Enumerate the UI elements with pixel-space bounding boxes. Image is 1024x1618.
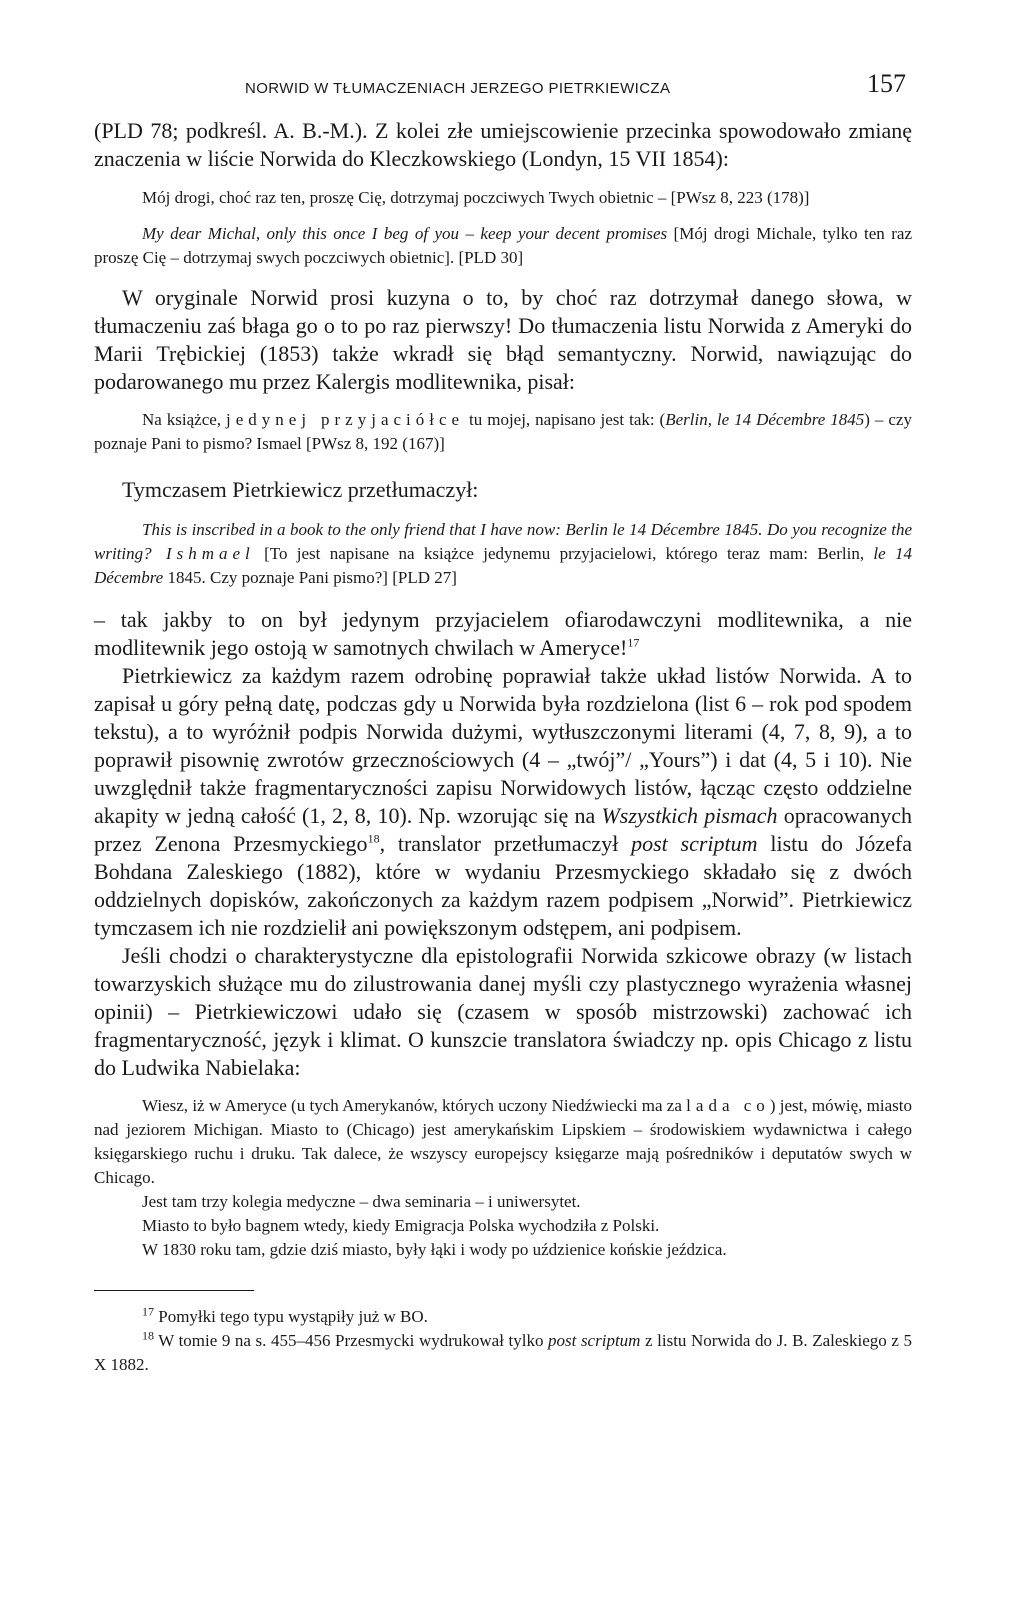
paragraph xyxy=(94,606,912,662)
paragraph-text: (PLD 78; podkreśl. A. B.-M.). Z kolei złe umiejscowienie przecinka spowodowało zmianę znaczenia w liście Norwida do Kleczkowskiego (Londyn, 15 VII 1854): xyxy=(94,118,912,171)
running-head-title: NORWID W TŁUMACZENIACH JERZEGO PIETRKIEWICZA xyxy=(245,80,671,97)
quote-text: tu mojej, napisano jest tak: ( xyxy=(464,410,666,429)
block-quote xyxy=(94,186,912,210)
spaced-emphasis: Ishmael xyxy=(151,544,255,563)
paragraph-text: – tak jakby to on był jedynym przyjacielem ofiarodawczyni modlitewnika, a nie modlitewnik jego ostoją w samotnych chwilach w Ameryce! xyxy=(94,607,912,660)
block-quote-line xyxy=(94,1238,912,1262)
paragraph xyxy=(94,476,912,504)
paragraph xyxy=(94,942,912,1082)
page xyxy=(94,66,912,1377)
footnote-ref: 17 xyxy=(627,635,640,650)
page-number: 157 xyxy=(867,69,906,98)
paragraph-text: Tymczasem Pietrkiewicz przetłumaczył: xyxy=(122,477,479,502)
quote-text: Na książce, xyxy=(142,410,227,429)
paragraph-text: W oryginale Norwid prosi kuzyna o to, by choć raz dotrzymał danego słowa, w tłumaczeniu zaś błaga go o to po raz pierwszy! Do tłumaczenia listu Norwida z Ameryki do Marii Trębickiej (1853) także wkradł się błąd semantyczny. Norwid, nawiązując do podarowanego mu przez Kalergis modlitewnika, pisał: xyxy=(94,285,912,394)
footnote-text: z listu Norwida do J. B. Zaleskiego z 5 X 1882. xyxy=(94,1331,912,1374)
paragraph-text: listu do Józefa Bohdana Zaleskiego (1882), które w wydaniu Przesmyckiego składało się z dwóch oddzielnych dopisków, zakończonych za każdym razem podpisem „Norwid”. Pietrkiewicz tymczasem ich nie rozdzielił ani powiększonym odstępem, ani podpisem. xyxy=(94,831,912,940)
quote-text: Jest tam trzy kolegia medyczne – dwa seminaria – i uniwersytet. xyxy=(142,1192,581,1211)
quote-italic: le 14 Décembre xyxy=(94,544,912,587)
running-head xyxy=(94,66,912,106)
footnote xyxy=(94,1329,912,1377)
paragraph-text: Pietrkiewicz za każdym razem odrobinę poprawiał także układ listów Norwida. A to zapisał u góry pełną datę, podczas gdy u Norwida była rozdzielona (list 6 – rok pod spodem tekstu), a to wyróżnił podpis Norwida dużymi, wytłuszczonymi literami (4, 7, 8, 9), a to poprawił pisownię zwrotów grzecznościowych (4 – „twój”/ „Yours”) i dat (4, 5 i 10). Nie uwzględnił także fragmentaryczności zapisu Norwidowych listów, łącząc często oddzielne akapity w jedną całość (1, 2, 8, 10). Np. wzorując się na xyxy=(94,663,912,828)
footnote-italic: post scriptum xyxy=(548,1331,641,1350)
spaced-emphasis: jedynej przyjaciółce xyxy=(226,410,465,429)
footnote-text: Pomyłki tego typu wystąpiły już w BO. xyxy=(158,1307,428,1326)
quote-italic: Berlin, le 14 Décembre 1845 xyxy=(665,410,865,429)
footnote-number: 18 xyxy=(142,1328,154,1343)
paragraph xyxy=(94,662,912,942)
footnote-divider xyxy=(94,1290,254,1291)
paragraph xyxy=(94,117,912,173)
paragraph-text: , translator przetłumaczył xyxy=(379,831,632,856)
quote-text: Mój drogi, choć raz ten, proszę Cię, dotrzymaj poczciwych Twych obietnic – [PWsz 8, 223 (178)] xyxy=(142,188,810,207)
footnote-number: 17 xyxy=(142,1304,154,1319)
quote-english-text: This is inscribed in a book to the only friend that I have now: Berlin le 14 Décembre 1845. Do you recognize the writing? xyxy=(94,520,912,563)
quote-translation: [To jest napisane na książce jedynemu przyjacielowi, którego teraz mam: Berlin, xyxy=(254,544,874,563)
block-quote xyxy=(94,408,912,456)
block-quote xyxy=(94,518,912,590)
block-quote-line xyxy=(94,1190,912,1214)
quote-text: Wiesz, iż w Ameryce (u tych Amerykanów, których uczony Niedźwiecki ma za xyxy=(142,1096,687,1115)
paragraph xyxy=(94,284,912,396)
quote-text: ) – czy poznaje Pani to pismo? Ismael [PWsz 8, 192 (167)] xyxy=(94,410,912,453)
quote-translation: 1845. Czy poznaje Pani pismo?] [PLD 27] xyxy=(163,568,457,587)
quote-english-text: My dear Michal, only this once I beg of you – keep your decent promises xyxy=(142,224,668,243)
spaced-emphasis: lada co xyxy=(686,1096,770,1115)
paragraph-text: Jeśli chodzi o charakterystyczne dla epistolografii Norwida szkicowe obrazy (w listach towarzyskich służące mu do zilustrowania danej myśli czy plastycznego wyrażenia własnej opinii) – Pietrkiewiczowi udało się (czasem w sposób mistrzowski) zachować ich fragmentaryczność, język i klimat. O kunszcie translatora świadczy np. opis Chicago z listu do Ludwika Nabielaka: xyxy=(94,943,912,1080)
footnote-text: W tomie 9 na s. 455–456 Przesmycki wydrukował tylko xyxy=(158,1331,549,1350)
footnote-ref: 18 xyxy=(367,831,380,846)
footnote xyxy=(94,1305,912,1329)
quote-text: W 1830 roku tam, gdzie dziś miasto, były łąki i wody po uździenice końskie jeździca. xyxy=(142,1240,727,1259)
quote-text: ) jest, mówię, miasto nad jeziorem Michigan. Miasto to (Chicago) jest amerykańskim Lipskiem – środowiskiem wydawnictwa i całego księgarskiego ruchu i druku. Tak dalece, że wszyscy europejscy księgarze mają pośredników i deputatów swych w Chicago. xyxy=(94,1096,912,1187)
block-quote-line xyxy=(94,1214,912,1238)
quote-translation: [Mój drogi Michale, tylko ten raz proszę Cię – dotrzymaj swych poczciwych obietnic]. [PLD 30] xyxy=(94,224,912,267)
block-quote xyxy=(94,222,912,270)
block-quote xyxy=(94,1094,912,1190)
paragraph-text: opracowanych przez Zenona Przesmyckiego xyxy=(94,803,912,856)
italic-title: Wszystkich pismach xyxy=(601,803,778,828)
italic-term: post scriptum xyxy=(631,831,758,856)
quote-text: Miasto to było bagnem wtedy, kiedy Emigracja Polska wychodziła z Polski. xyxy=(142,1216,660,1235)
